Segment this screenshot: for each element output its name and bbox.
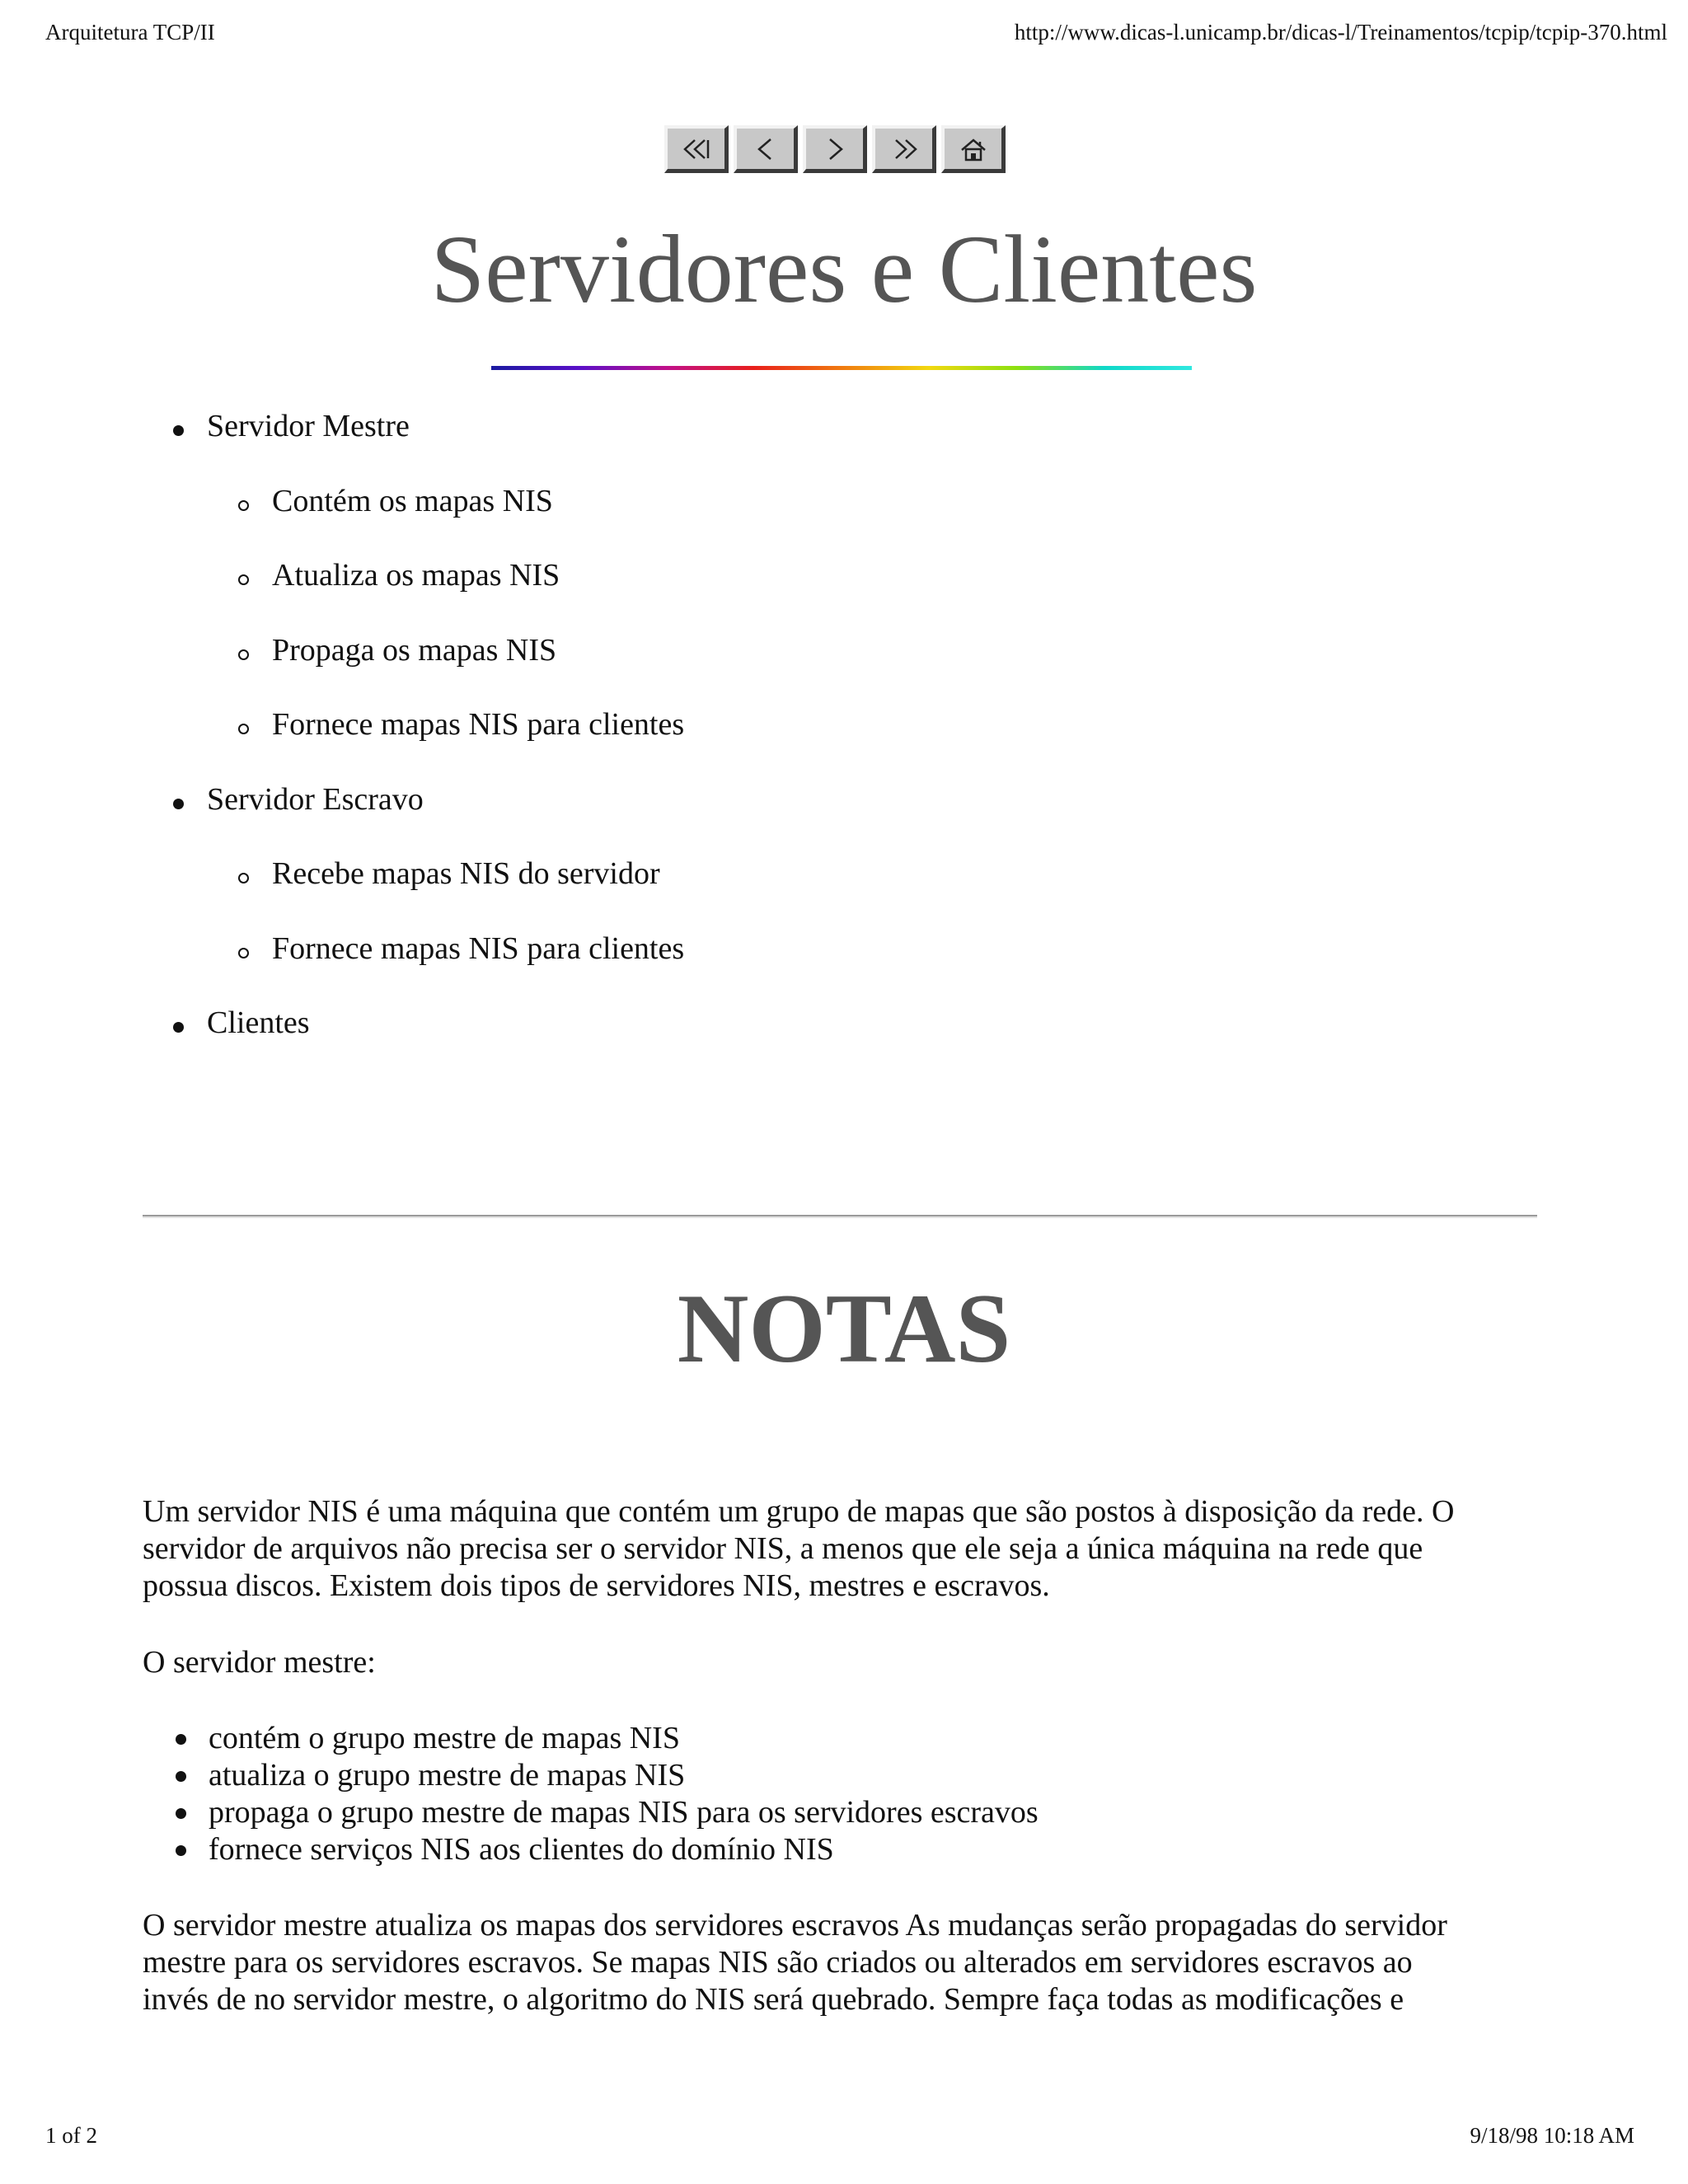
outline-item: Clientes bbox=[207, 1005, 310, 1040]
notes-paragraph-1-line: servidor de arquivos não precisa ser o servidor NIS, a menos que ele seja a única máquina na rede que bbox=[143, 1531, 1423, 1566]
list-item bbox=[143, 1757, 1544, 1794]
bullet-circle-icon bbox=[238, 574, 249, 585]
first-page-button[interactable] bbox=[664, 125, 729, 173]
list-item bbox=[143, 1794, 1544, 1831]
section-divider bbox=[143, 1215, 1537, 1218]
outline-subitem: Fornece mapas NIS para clientes bbox=[272, 707, 685, 742]
bullet-icon bbox=[176, 1808, 186, 1819]
print-header-title: Arquitetura TCP/II bbox=[45, 20, 215, 45]
bullet-circle-icon bbox=[238, 873, 249, 883]
slide-title: Servidores e Clientes bbox=[430, 215, 1258, 323]
page-counter: 1 of 2 bbox=[45, 2123, 97, 2148]
notes-paragraph-3-line: O servidor mestre atualiza os mapas dos servidores escravos As mudanças serão propagadas do servidor bbox=[143, 1908, 1447, 1943]
notes-paragraph-3-line: mestre para os servidores escravos. Se mapas NIS são criados ou alterados em servidores escravos ao bbox=[143, 1945, 1413, 1980]
bullet-circle-icon bbox=[238, 649, 249, 660]
first-page-icon bbox=[678, 135, 715, 163]
bullet-circle-icon bbox=[238, 948, 249, 958]
notes-paragraph-3 bbox=[143, 1907, 1544, 2018]
last-page-button[interactable] bbox=[872, 125, 936, 173]
outline-item: Servidor Mestre bbox=[207, 409, 410, 443]
home-button[interactable] bbox=[941, 125, 1006, 173]
outline-subitem: Contém os mapas NIS bbox=[272, 483, 553, 518]
print-header-url: http://www.dicas-l.unicamp.br/dicas-l/Treinamentos/tcpip/tcpip-370.html bbox=[1014, 20, 1667, 45]
list-item-text: fornece serviços NIS aos clientes do domínio NIS bbox=[209, 1832, 834, 1867]
slide-navigation bbox=[664, 125, 1006, 173]
bullet-circle-icon bbox=[238, 724, 249, 734]
home-icon bbox=[955, 135, 992, 163]
previous-page-button[interactable] bbox=[734, 125, 798, 173]
bullet-icon bbox=[176, 1734, 186, 1745]
last-page-icon bbox=[886, 135, 922, 163]
notes-list bbox=[143, 1720, 1544, 1868]
bullet-disc-icon bbox=[173, 425, 184, 436]
bullet-disc-icon bbox=[173, 1022, 184, 1033]
list-item bbox=[143, 1720, 1544, 1757]
list-item-text: propaga o grupo mestre de mapas NIS para os servidores escravos bbox=[209, 1795, 1039, 1830]
bullet-circle-icon bbox=[238, 500, 249, 511]
next-page-icon bbox=[817, 135, 853, 163]
bullet-disc-icon bbox=[173, 799, 184, 809]
previous-page-icon bbox=[748, 135, 784, 163]
notes-paragraph-1 bbox=[143, 1493, 1544, 1605]
next-page-button[interactable] bbox=[803, 125, 867, 173]
outline-item: Servidor Escravo bbox=[207, 781, 424, 817]
notes-paragraph-1-line: Um servidor NIS é uma máquina que contém um grupo de mapas que são postos à disposição da rede. O bbox=[143, 1494, 1455, 1529]
list-item-text: contém o grupo mestre de mapas NIS bbox=[209, 1721, 680, 1755]
list-item bbox=[143, 1831, 1544, 1868]
outline-subitem: Propaga os mapas NIS bbox=[272, 632, 557, 668]
outline-subitem: Recebe mapas NIS do servidor bbox=[272, 856, 660, 891]
bullet-icon bbox=[176, 1845, 186, 1856]
notes-paragraph-2: O servidor mestre: bbox=[143, 1645, 376, 1680]
title-rainbow-divider bbox=[491, 366, 1192, 370]
list-item-text: atualiza o grupo mestre de mapas NIS bbox=[209, 1758, 686, 1793]
notes-paragraph-3-line: invés de no servidor mestre, o algoritmo do NIS será quebrado. Sempre faça todas as modificações e bbox=[143, 1982, 1404, 2017]
outline-subitem: Atualiza os mapas NIS bbox=[272, 558, 560, 593]
notes-title: NOTAS bbox=[677, 1273, 1011, 1383]
outline-subitem: Fornece mapas NIS para clientes bbox=[272, 930, 685, 966]
notes-paragraph-1-line: possua discos. Existem dois tipos de servidores NIS, mestres e escravos. bbox=[143, 1568, 1050, 1603]
bullet-icon bbox=[176, 1771, 186, 1782]
print-timestamp: 9/18/98 10:18 AM bbox=[1470, 2123, 1634, 2148]
